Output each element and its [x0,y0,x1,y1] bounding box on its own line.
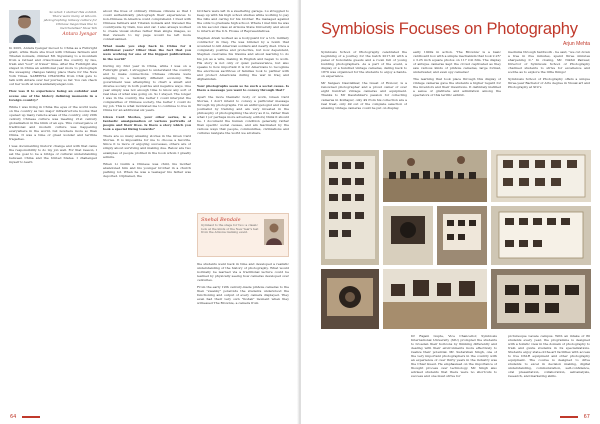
paragraph: early 1900s in action. 'The Brownie' is a basic cardboard box with a simple mechanism that took 2.25" x 3.25 inch square photos on 117 roll film. The display of antique cameras kept the crowd captivated as they saw various kinds of pinhole cameras, large format, underwater, and even spy cameras! [413,50,501,75]
paragraph: Mr Sanjeev Dasvishkar, the Guest of Honour, is a renowned photographer and a proud owner of over eight hundred vintage cameras and equipment. Thanks to Mr Dasvishkar's passion for collecting cameras in Kolhapur, only 49 from his collection are a real treat, only 49 out of the complete selection of amazing vintage cameras could be put on display. [321,81,407,110]
paragraph: about the lives of ordinary Chinese citizens so that I could authentically photograph their experiences to non-Chinese in America could comprehend. I lived with Chinese farmers and Tibetan nomads and traveled the countryside by train, bus and car. I also always worked to create visual stories rather than single images, so that viewers to my page would be left more contextualized. [103,9,191,42]
left-column-3 [197,9,289,211]
question: Your photographs seem so be such a social cause. Is there a message you want to convey through that? [197,83,289,92]
question: What made you step back in China for 4 additional years? Other than the fact that you were working for one of the biggest publications in the world? [103,44,191,61]
intro-quote-block [42,10,97,44]
right-lower-column-3 [508,334,590,416]
paragraph: Symbiosis School of Photography celebrated the beginning of a journey for the batch 2017-20 with a panel of honorable guests and a room full of young budding photographers. As a part of the event, a display of a hundred vintage cameras, dating back to 1879 was organized for the students to enjoy a hands-on experience. [321,50,407,79]
paragraph: There are so many amazing stories in the Given Card Stories. It is impossible for me to choose a favorite. Since it is more of enjoying successes, others are of simply about surviving and making due. Below are two examples of people profiled in the book whom I greatly admire. [103,134,191,159]
photo-caption-box [197,213,289,257]
question: Given Card Stories, your other series, is a fantastic amalgamation of various portraits of people and their lives. Is there a story which you took a special liking towards? [103,115,191,132]
right-lower-column-2 [411,334,497,416]
paragraph: The learning that took place through this display of vintage cameras gave the students a higher regard for the inventors and their inventions. It definitely instilled a sense of gratitude and admiration among the spectators of this terrific exhibit. [413,77,501,98]
paragraph: Dr Rajani Gupte, Vice Chancellor, Symbiosis International University (SIU) prompted the students to broaden their horizons by thinking differently and dealing with their environments more effectively to realize their potential. Mr. Sudarshan Singh, one of the very important photographers in the country with an experience of over thirty years in the industry was the Chief Guest. He emphasised on the importance of thought process over technology. Mr. Singh also advised students that there were no shortcuts to success and one must strive for [411,334,497,379]
paragraph: While I was living in China the eyes of the world were on the country as two major infrastructure booms that opened up many remote areas of the country, only 20th century Chinese culture was meeting 21st century globalization in the blink of an eye. This convergence of traditional and modern culture was happening everywhere in the world, but nowhere more so than China. It was a time of great wonder and terrible tragedies. [9,104,97,141]
paragraph: From the early 19th century-made pinhole cameras to the then "swanky" polaroids the students understood the functioning and output of every camera displayed. They even had their very own "Kodak" moment when they witnessed The Brownie, a camera from [197,285,289,306]
paragraph: When Li Guilin a Chinese was child, his mother abandoned him and his younger brother in a church parking lot. When he was a teenager his father was deported. Orphaned, the [103,161,191,178]
intro-quote-text: So what: I started this exhibit. There were many at Ghoom. photographing railway culture for Chinese magazines like to merchandise? Slow Yeh [43,10,97,31]
page-number-bar-right [560,416,578,418]
left-column-2 [103,9,191,414]
photo-collage [321,150,591,348]
article-headline: Symbiosis Focuses on Photography [321,20,578,38]
paragraph: picturesque Lavale campus. With an intake of 80 students every year, the programme is designed with a holistic view in the domain of photography to train and guide students in its specializations. Students enjoy state-of-the-art facilities with access to live DSLR equipment and other photography equipment. The course is designed to drive students to excel in decision making, digital understanding, communication, self-confidence, oral presentation, collaboration, self-analysis, research, and marketing skills. [508,334,590,379]
paragraph: Apart the more thematic body of work, Green Card Stories, I don't intend to convey a particular message through my photographs. I'm an anthropologist and visual journalist by training and am very invested in the philosophy of photographing the story as it is, rather than what I (or perhaps more adversely, editors) think it should be. I document the human condition generally, rather than specific social causes, and am fascinated by the various ways that people, communities, civilizations and cultures navigate the world we all share. [197,94,289,136]
paragraph: Stephen Alvah worked as a bodyguard for a U.S. military contractor in Iraq. He was blinded by a bomb that wounded to kill American soldiers and nearly died. Once a completely positive and protective, but now dependent, Stephen overcame his trauma and about learning to do his job as a wife, making in English and began to work. His story is not only of quiet perseverance, but also speaks to how important it is for Americans to recognize the enormous sacrifices of families took to partner with and protect Americans during the war in Iraq and Afghanistan. [197,36,289,81]
paragraph: During my first year in China, while I was on a Fulbright grant, I struggled to understand the country and to make connections. Chinese citizens were adapting to a radically different economy. The government was attempting to chart a smart and diverse society in both positive and negative ways. One year simply was not enough time to know any sort of real idea of what was going on. So I stayed. The longer I was in the country, the better I could interpret the complexities of Chinese society, the better I could do my job. This is what motivated me to continue to live in China for an additional six years. [103,63,191,113]
left-column-1 [9,46,97,414]
page-number-left: 64 [10,414,17,420]
paragraph: mediums through hardwork - he said, "we cut down a tree in five minutes, spend three minutes sharpening it." In closing, Mr. Nikhil Panwar, Director of Symbiosis School of Photography charmed students to strive for excellence and soothe as to explore the little things! [508,50,590,75]
caption-text: Gymnast to the stage for two: a classic look at the kinds of the New Year's fest from the Arizona Gaming event. [201,223,259,235]
paragraph: Symbiosis School of Photography offers a unique three-year Bachelor of Arts degree in Visual art and Photography at SIU's [508,77,590,90]
paragraph: the students went back in time and developed a realistic understanding of the history of photography. What would normally be learned via a traditional lecture could be learned by physically seeing how cameras developed over centuries. [197,262,289,283]
caption-portrait-image [264,219,284,245]
paragraph: In 2005, Antara Iyengar moved to China as a Fulbright grant, while there she lived with Chinese farmers and Tibetan nomads, climbed Mt. Siguniang to a mountain from a retreat and crisscrossed the country by bus, train and "lost" of travel" time. After the Fulbright she stayed in China an additional year more to photograph the sweeping changes taking place there for the New York Times. SABEEHA CHANDRA from Chik gets to talk with Antara over her journey so far. You can check out her work at www.antaraiiyengar.com. [9,46,97,87]
caption-name: Snehal Bendale [201,217,241,223]
question: How was it to experience being an outsider and scene one of the history defining moments in a foreign country? [9,89,97,102]
article-author: Arjun Mehta [563,41,590,47]
paragraph: brothers were left in a sweltering garage. Lu struggled to keep up with his high school studies while working to pay the bills and caring for his brother. He managed against the odds to graduate high school. Where I met him he was on his second class at Arizona State University and about to intern at the U.S. House of Representatives. [197,9,289,34]
author-byline: Antara Iyengar [62,32,97,38]
page-number-right: 67 [583,414,590,420]
page-number-bar-left [22,416,40,418]
author-portrait-image [9,10,40,43]
paragraph: I was documenting historic change and with that came the responsibility to do my job well. For that reason, I set the goal to be a bridge of cultural understanding between China and the United States. I challenged myself to learn [9,144,97,165]
lower-column-1 [197,262,289,414]
